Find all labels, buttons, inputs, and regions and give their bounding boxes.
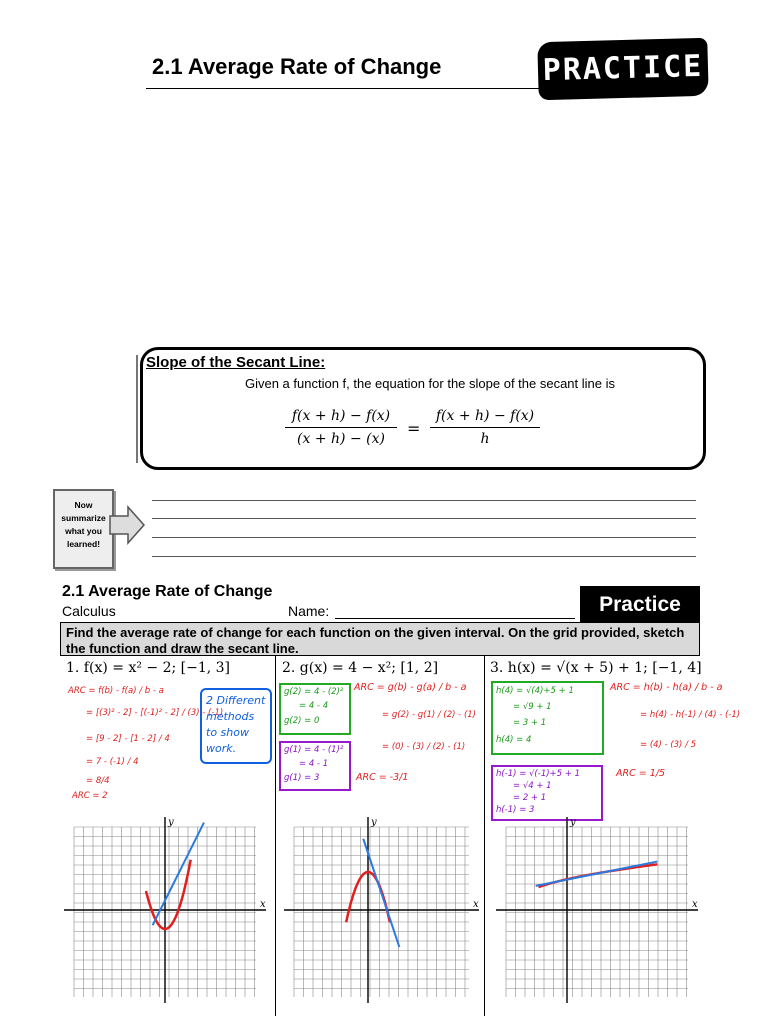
p1-note-text: 2 Different methods to show work. bbox=[206, 694, 266, 755]
fraction-denominator: (x + h) − (x) bbox=[297, 431, 385, 447]
problem-3-graph bbox=[494, 815, 706, 1005]
name-label: Name: bbox=[288, 603, 330, 619]
p2-purple-box bbox=[279, 741, 351, 791]
y-axis-label: y bbox=[371, 817, 377, 828]
practice-stamp bbox=[537, 38, 708, 100]
problem-2-label: 2. g(x) = 4 − x²; [1, 2] bbox=[282, 660, 439, 676]
p3-purple-box bbox=[491, 765, 603, 821]
problem-2-graph bbox=[282, 815, 482, 1005]
summary-writing-line[interactable] bbox=[152, 537, 696, 538]
p1-work-line: ARC = f(b) - f(a) / b - a bbox=[68, 686, 164, 696]
p1-method-note bbox=[200, 688, 272, 764]
equals-sign: = bbox=[407, 419, 421, 438]
p2-green-line: g(2) = 0 bbox=[284, 716, 320, 726]
p2-purple-line: = 4 - 1 bbox=[299, 759, 329, 769]
p3-red-line: ARC = 1/5 bbox=[616, 768, 666, 779]
secant-fraction-2 bbox=[430, 408, 540, 447]
graph-grid bbox=[64, 817, 266, 1003]
p2-purple-line: g(1) = 3 bbox=[284, 773, 320, 783]
p3-purple-line: h(-1) = 3 bbox=[496, 805, 535, 815]
p3-purple-line: = 2 + 1 bbox=[513, 793, 547, 803]
column-divider bbox=[275, 656, 276, 1016]
p2-green-line: g(2) = 4 - (2)² bbox=[284, 687, 344, 697]
summary-arrow-icon bbox=[108, 505, 148, 545]
p3-green-box bbox=[491, 681, 604, 755]
p1-work-line: = [(3)² - 2] - [(-1)² - 2] / (3) - (-1) bbox=[86, 708, 224, 718]
summary-label: Now summarize what you learned! bbox=[61, 500, 106, 549]
title-underline bbox=[146, 88, 551, 89]
p3-red-line: = (4) - (3) / 5 bbox=[640, 740, 697, 750]
p3-purple-line: = √4 + 1 bbox=[513, 781, 552, 791]
p3-green-line: h(4) = 4 bbox=[496, 735, 532, 745]
secant-description: Given a function f, the equation for the slope of the secant line is bbox=[244, 376, 615, 391]
worksheet-title: 2.1 Average Rate of Change bbox=[62, 583, 273, 600]
page-title: 2.1 Average Rate of Change bbox=[152, 54, 442, 79]
course-label: Calculus bbox=[62, 603, 116, 619]
p3-purple-line: h(-1) = √(-1)+5 + 1 bbox=[496, 769, 581, 779]
p1-work-line: = [9 - 2] - [1 - 2] / 4 bbox=[86, 734, 170, 744]
practice-stamp-label: PRACTICE bbox=[542, 48, 704, 89]
p2-red-line: = g(2) - g(1) / (2) - (1) bbox=[382, 710, 476, 720]
x-axis-label: x bbox=[692, 899, 698, 910]
fraction-numerator: f(x + h) − f(x) bbox=[430, 408, 540, 428]
summary-writing-line[interactable] bbox=[152, 518, 696, 519]
p3-green-line: = 3 + 1 bbox=[513, 718, 547, 728]
graph-grid bbox=[284, 817, 479, 1003]
column-divider bbox=[484, 656, 485, 1016]
p1-work-line: ARC = 2 bbox=[72, 791, 108, 801]
summary-prompt bbox=[53, 489, 114, 569]
p3-green-line: h(4) = √(4)+5 + 1 bbox=[496, 686, 574, 696]
p1-work-line: = 7 - (-1) / 4 bbox=[86, 757, 139, 767]
p1-work-line: = 8/4 bbox=[86, 776, 110, 786]
secant-margin-bar bbox=[136, 355, 138, 463]
problem-1-graph bbox=[62, 815, 274, 1005]
p2-red-line: ARC = g(b) - g(a) / b - a bbox=[354, 682, 467, 693]
x-axis-label: x bbox=[260, 899, 266, 910]
p3-red-line: ARC = h(b) - h(a) / b - a bbox=[610, 682, 723, 693]
p2-red-line: ARC = -3/1 bbox=[356, 772, 409, 783]
name-field[interactable] bbox=[335, 618, 575, 619]
summary-writing-line[interactable] bbox=[152, 500, 696, 501]
fraction-numerator: f(x + h) − f(x) bbox=[285, 408, 397, 428]
p2-red-line: = (0) - (3) / (2) - (1) bbox=[382, 742, 466, 752]
p2-green-line: = 4 - 4 bbox=[299, 701, 329, 711]
function-curve bbox=[539, 864, 658, 887]
practice-badge: Practice bbox=[580, 586, 700, 622]
graph-grid bbox=[496, 817, 698, 1003]
secant-title: Slope of the Secant Line: bbox=[146, 354, 326, 371]
p3-red-line: = h(4) - h(-1) / (4) - (-1) bbox=[640, 710, 741, 720]
summary-writing-line[interactable] bbox=[152, 556, 696, 557]
p2-purple-line: g(1) = 4 - (1)² bbox=[284, 745, 344, 755]
x-axis-label: x bbox=[473, 899, 479, 910]
p2-green-box bbox=[279, 683, 351, 735]
fraction-denominator: h bbox=[480, 431, 490, 447]
secant-fraction-1 bbox=[285, 408, 397, 447]
problem-3-label: 3. h(x) = √(x + 5) + 1; [−1, 4] bbox=[490, 660, 702, 676]
problem-1-label: 1. f(x) = x² − 2; [−1, 3] bbox=[66, 660, 231, 676]
y-axis-label: y bbox=[570, 817, 576, 828]
instructions-banner: Find the average rate of change for each function on the given interval. On the grid provided, sketch the function and draw the secant line. bbox=[60, 622, 700, 656]
y-axis-label: y bbox=[168, 817, 174, 828]
p3-green-line: = √9 + 1 bbox=[513, 702, 552, 712]
